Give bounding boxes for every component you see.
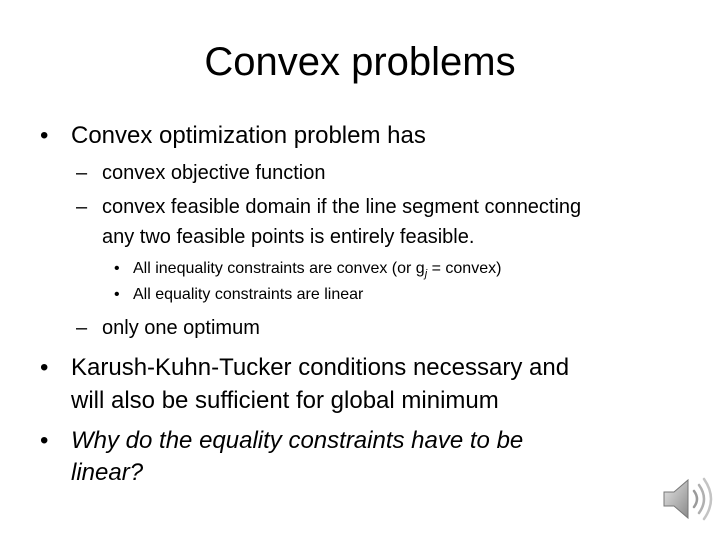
sub-sub-bullet-text: All equality constraints are linear	[133, 286, 364, 303]
sub-bullet-text: only one optimum	[102, 317, 260, 339]
sub-bullet-text: convex objective function	[102, 162, 326, 184]
sub-sub-bullet-marker: •	[114, 286, 120, 303]
sub-sub-bullet-text	[133, 257, 501, 286]
sub-bullet-text-continued: any two feasible points is entirely feasible.	[102, 226, 475, 248]
bullet-marker: •	[40, 354, 49, 381]
slide-title: Convex problems	[204, 40, 516, 84]
sub-sub-text-part: = convex)	[427, 260, 502, 277]
sub-bullet-marker: –	[76, 317, 88, 339]
sub-bullet-marker: –	[76, 196, 88, 218]
bullet-text: Convex optimization problem has	[71, 122, 426, 149]
subscript-j: j	[424, 268, 428, 281]
bullet-text-continued: linear?	[71, 459, 144, 486]
sub-bullet-marker: –	[76, 162, 88, 184]
speaker-icon[interactable]	[660, 474, 716, 524]
bullet-marker: •	[40, 427, 49, 454]
sub-bullet-text: convex feasible domain if the line segment connecting	[102, 196, 582, 218]
bullet-marker: •	[40, 122, 49, 149]
sub-sub-bullet-marker: •	[114, 260, 120, 277]
bullet-text: Why do the equality constraints have to be	[71, 427, 524, 454]
bullet-text: Karush-Kuhn-Tucker conditions necessary and	[71, 354, 570, 381]
bullet-text-continued: will also be sufficient for global minimum	[71, 387, 499, 414]
sub-sub-text-part: All inequality constraints are convex (or g	[133, 260, 425, 277]
